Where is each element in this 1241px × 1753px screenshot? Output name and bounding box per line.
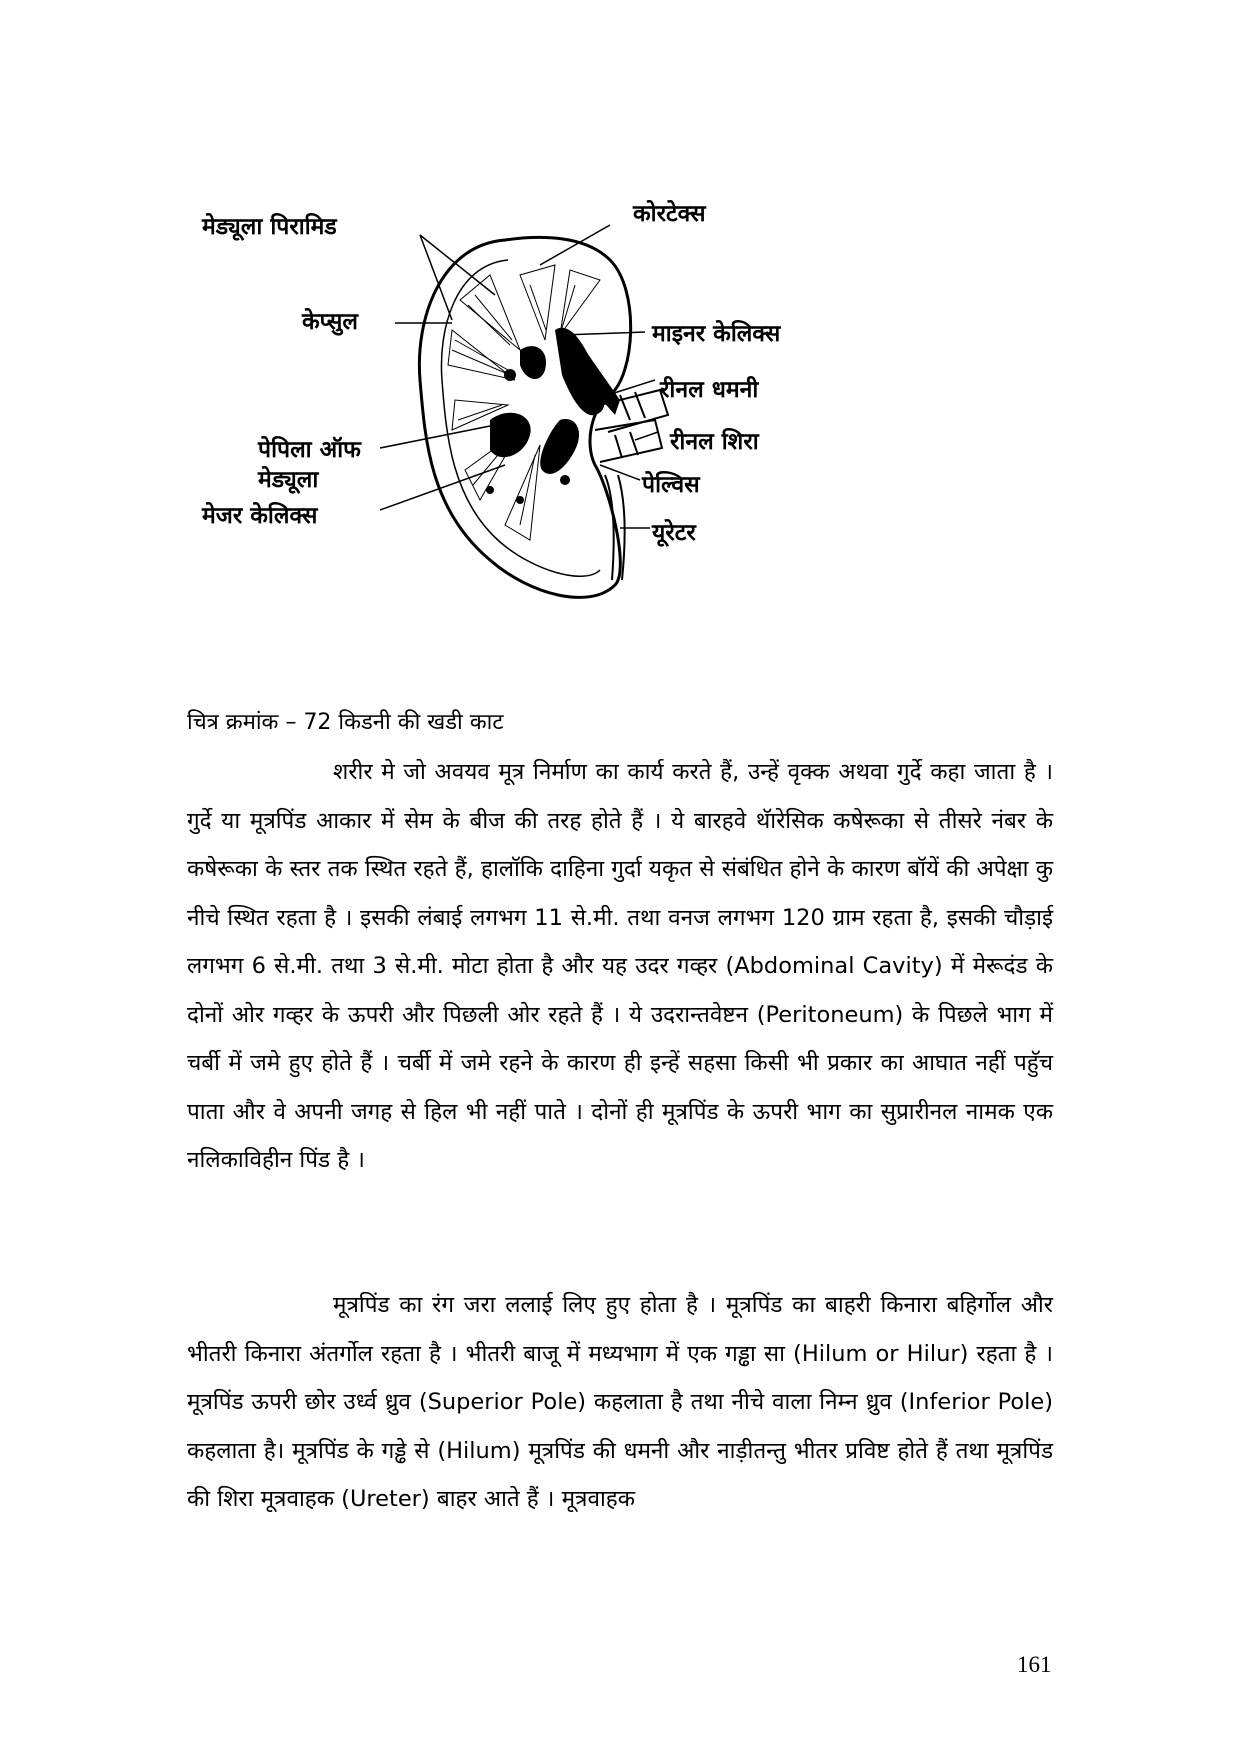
label-papilla-2: मेड्यूला [258, 467, 319, 493]
label-capsule: केप्सुल [302, 309, 359, 335]
label-ureter: यूरेटर [652, 520, 696, 546]
label-cortex: कोरटेक्स [633, 201, 706, 227]
label-minor-calyx: माइनर केलिक्स [652, 321, 781, 347]
body-paragraph-1 [187, 748, 1053, 1185]
figure-caption: चित्र क्रमांक – 72 किडनी की खडी काट [187, 710, 504, 735]
label-renal-vein: रीनल शिरा [670, 429, 759, 455]
kidney-diagram [190, 180, 910, 680]
body-paragraph-2 [187, 1281, 1053, 1524]
paragraph-text: शरीर मे जो अवयव मूत्र निर्माण का कार्य करते हैं, उन्हें वृक्क अथवा गुर्दे कहा जाता है । गुर्दे या मूत्रपिंड आकार में सेम के बीज की तरह होते हैं । ये बारहवे थॅारेसिक कषेरूका से तीसरे नंबर के कषेरूका के स्तर तक स्थित रहते हैं, हालॉकि दाहिना गुर्दा यकृत से संबंधित होने के कारण बॉयें की अपेक्षा कु नीचे स्थित रहता है । इसकी लंबाई लगभग 11 से.मी. तथा वनज लगभग 120 ग्राम रहता है, इसकी चौड़ाई लगभग 6 से.मी. तथा 3 से.मी. मोटा होता है और यह उदर गव्हर (Abdominal Cavity) में मेरूदंड के दोनों ओर गव्हर के ऊपरी और पिछली ओर रहते हैं । ये उदरान्तवेष्टन (Peritoneum) के पिछले भाग में चर्बी में जमे हुए होते हैं । चर्बी में जमे रहने के कारण ही इन्हें सहसा किसी भी प्रकार का आघात नहीं पहुॅच पाता और वे अपनी जगह से हिल भी नहीं पाते । दोनों ही मूत्रपिंड के ऊपरी भाग का सुप्रारीनल नामक एक नलिकाविहीन पिंड है । [187, 759, 1053, 1173]
label-medulla-pyramid: मेड्यूला पिरामिड [202, 214, 337, 240]
label-papilla: पेपिला ऑफ [258, 437, 361, 463]
label-major-calyx: मेजर केलिक्स [202, 503, 318, 529]
label-pelvis: पेल्विस [642, 472, 700, 498]
label-renal-artery: रीनल धमनी [660, 377, 759, 403]
kidney-figure [190, 180, 910, 680]
page-number: 161 [1017, 1652, 1052, 1677]
paragraph-text: मूत्रपिंड का रंग जरा ललाई लिए हुए होता है । मूत्रपिंड का बाहरी किनारा बहिर्गोल और भीतरी किनारा अंतर्गोल रहता है । भीतरी बाजू में मध्यभाग में एक गड्ढा सा (Hilum or Hilur) रहता है । मूत्रपिंड ऊपरी छोर उर्ध्व ध्रुव (Superior Pole) कहलाता है तथा नीचे वाला निम्न ध्रुव (Inferior Pole) कहलाता है। मूत्रपिंड के गड्ढे से (Hilum) मूत्रपिंड की धमनी और नाड़ीतन्तु भीतर प्रविष्ट होते हैं तथा मूत्रपिंड की शिरा मूत्रवाहक (Ureter) बाहर आते हैं । मूत्रवाहक [187, 1292, 1053, 1512]
